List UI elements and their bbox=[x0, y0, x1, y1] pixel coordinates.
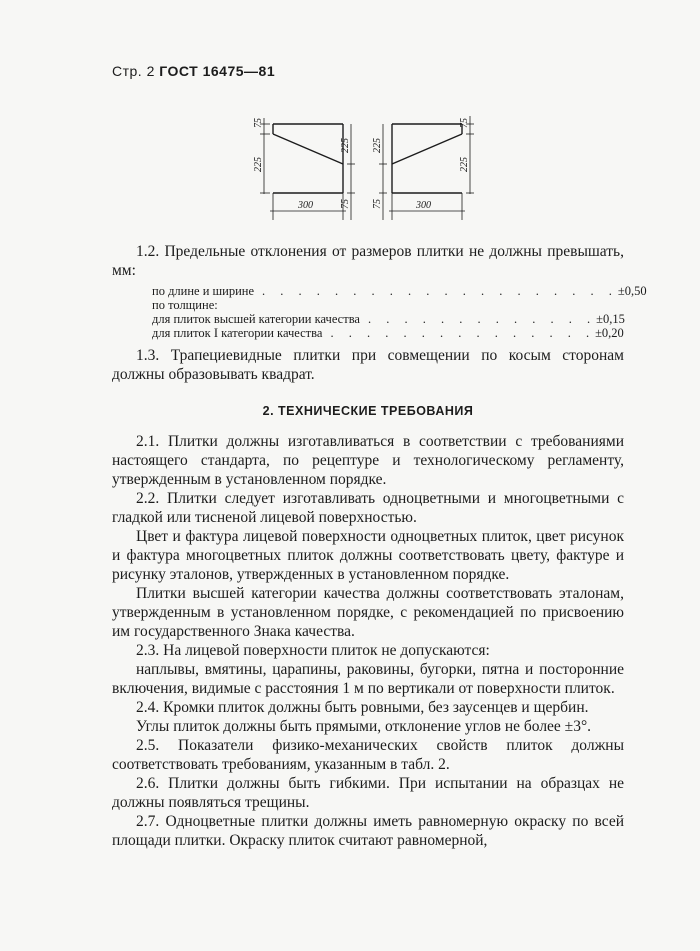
clause-1-2: 1.2. Предельные отклонения от размеров плитки не должны превышать, мм: bbox=[112, 243, 624, 279]
paragraph: 2.3. На лицевой поверхности плиток не допускаются: bbox=[136, 642, 490, 659]
paragraph: 2.5. Показатели физико-механических свойств плиток должны соответствовать требованиям, указанным в табл. 2. bbox=[112, 737, 624, 773]
page-header bbox=[112, 63, 275, 79]
section-title: 2. ТЕХНИЧЕСКИЕ ТРЕБОВАНИЯ bbox=[262, 404, 474, 418]
dim-right-top: 75 bbox=[459, 118, 470, 128]
tolerance-row: для плиток высшей категории качества . . . . . . . . . . . . . ±0,15 bbox=[152, 312, 625, 326]
page-number: Стр. 2 bbox=[112, 63, 155, 79]
dim-right-mid: 225 bbox=[459, 157, 470, 172]
dim-right-left-mid: 225 bbox=[372, 138, 383, 153]
tile-drawing bbox=[240, 108, 480, 223]
tolerance-row: по толщине: bbox=[152, 298, 218, 312]
dim-right-width: 300 bbox=[416, 200, 431, 211]
body-text bbox=[112, 432, 624, 850]
dim-left-bottom: 75 bbox=[340, 199, 351, 209]
standard-code: ГОСТ 16475—81 bbox=[159, 63, 276, 79]
dim-left-right-mid: 225 bbox=[340, 138, 351, 153]
dim-left-mid: 225 bbox=[253, 157, 264, 172]
paragraph: Плитки высшей категории качества должны соответствовать эталонам, утвержденным в установленном порядке, с рекомендацией по присвоению им государственного Знака качества. bbox=[112, 585, 624, 640]
paragraph: Цвет и фактура лицевой поверхности одноцветных плиток, цвет рисунок и фактура многоцветных плиток должны соответствовать цвету, фактуре и рисунку эталонов, утвержденных в установленном порядке. bbox=[112, 528, 624, 583]
dim-right-bottom: 75 bbox=[372, 199, 383, 209]
paragraph: 2.2. Плитки следует изготавливать одноцветными и многоцветными с гладкой или тисненой лицевой поверхностью. bbox=[112, 490, 624, 526]
tolerance-list bbox=[152, 284, 647, 340]
tolerance-row: по длине и ширине . . . . . . . . . . . . . . . . . . . . ±0,50 bbox=[152, 284, 647, 298]
dim-left-top: 75 bbox=[253, 118, 264, 128]
paragraph: Углы плиток должны быть прямыми, отклонение углов не более ±3°. bbox=[136, 718, 592, 735]
paragraph: 2.1. Плитки должны изготавливаться в соответствии с требованиями настоящего стандарта, по рецептуре и технологическому регламенту, утвержденным в установленном порядке. bbox=[112, 433, 624, 488]
paragraph: 2.4. Кромки плиток должны быть ровными, без заусенцев и щербин. bbox=[136, 699, 589, 716]
clause-1-3: 1.3. Трапециевидные плитки при совмещении по косым сторонам должны образовывать квадрат. bbox=[112, 347, 624, 383]
dim-left-width: 300 bbox=[298, 200, 313, 211]
paragraph: наплывы, вмятины, царапины, раковины, бугорки, пятна и посторонние включения, видимые с расстояния 1 м по вертикали от поверхности плиток. bbox=[112, 661, 624, 697]
tolerance-row: для плиток I категории качества . . . . . . . . . . . . . . . ±0,20 bbox=[152, 326, 624, 340]
paragraph: 2.6. Плитки должны быть гибкими. При испытании на образцах не должны появляться трещины. bbox=[112, 775, 624, 811]
paragraph: 2.7. Одноцветные плитки должны иметь равномерную окраску по всей площади плитки. Окраску плиток считают равномерной, bbox=[112, 813, 624, 849]
